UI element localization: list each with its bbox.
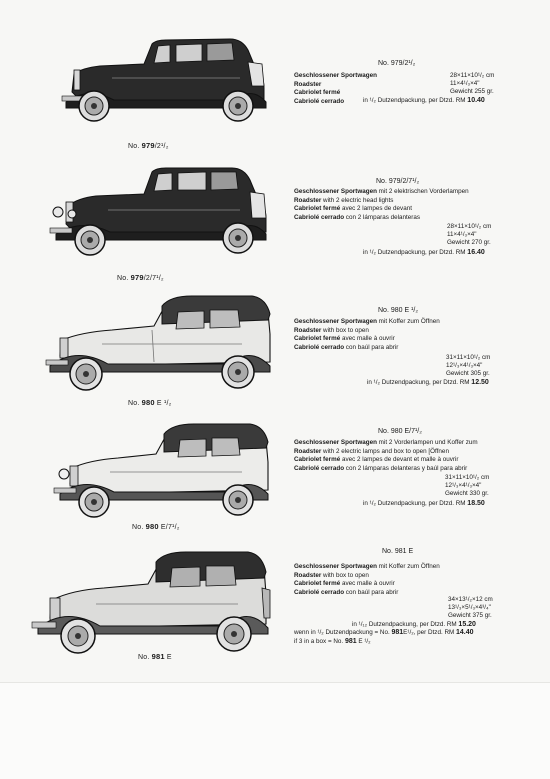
item-number: No. 979/2¹/₂ bbox=[378, 60, 416, 67]
car-illustration-cabriolet-lamps bbox=[50, 420, 272, 522]
item-price: in ¹/₁₂ Dutzendpackung, per Dtzd. RM 15.20 bbox=[352, 621, 476, 628]
item-specs: 31×11×10¹/₂ cm 12¹/₃×4¹/₃×4" Gewicht 305 gr. bbox=[446, 354, 491, 378]
item-description: Geschlossener Sportwagen mit Koffer zum Öffnen Roadster with box to open Cabriolet fermé avec malle à ouvrir Cabriolé cerrado con baúl para abrir bbox=[294, 318, 440, 351]
image-caption: No. 979/2/7¹/₂ bbox=[117, 273, 164, 282]
image-caption: No. 980 E ¹/₂ bbox=[128, 398, 172, 407]
item-price: in ¹/₂ Dutzendpackung, per Dtzd. RM 10.40 bbox=[363, 97, 485, 104]
item-price: in ¹/₂ Dutzendpackung, per Dtzd. RM 12.50 bbox=[367, 379, 489, 386]
item-specs: 31×11×10¹/₂ cm 12¹/₃×4¹/₃×4" Gewicht 330 gr. bbox=[445, 474, 490, 498]
car-illustration-cabriolet bbox=[42, 290, 274, 394]
image-caption: No. 981 E bbox=[138, 652, 172, 661]
item-specs: 28×11×10¹/₂ cm 11×4¹/₃×4" Gewicht 270 gr. bbox=[447, 223, 492, 247]
image-caption: No. 980 E/7¹/₂ bbox=[132, 522, 180, 531]
item-number: No. 980 E/7¹/₂ bbox=[378, 428, 422, 435]
page-bottom-margin bbox=[0, 682, 550, 779]
item-description: Geschlossener Sportwagen mit 2 elektrischen Vorderlampen Roadster with 2 electric head lights Cabriolet fermé avec 2 lampes de devant Cabriolé cerrado con 2 lámparas delanteras bbox=[294, 188, 469, 221]
item-price: in ¹/₂ Dutzendpackung, per Dtzd. RM 18.50 bbox=[363, 500, 485, 507]
item-pack-note: if 3 in a box = No. 981 E ¹/₂ bbox=[294, 638, 371, 645]
item-number: No. 979/2/7¹/₂ bbox=[376, 178, 420, 185]
item-number: No. 981 E bbox=[382, 548, 414, 555]
item-description: Geschlossener Sportwagen Roadster Cabriolet fermé Cabriolé cerrado bbox=[294, 72, 377, 105]
item-price-alt: wenn in ¹/₂ Dutzendpackung = No. 981E¹/₂, per Dtzd. RM 14.40 bbox=[294, 629, 474, 636]
item-description: Geschlossener Sportwagen mit 2 Vorderlampen und Koffer zum Roadster with 2 electric lamps and box to open [Öffnen Cabriolet fermé avec 2 lampes de devant et malle à ouvrir Cabriolé cerrado con 2 lámparas delanteras y baúl para abrir bbox=[294, 439, 478, 472]
car-illustration-sedan-lamps bbox=[44, 160, 269, 262]
car-illustration-large-cabriolet bbox=[30, 548, 272, 658]
image-caption: No. 979/2¹/₂ bbox=[128, 141, 169, 150]
item-description: Geschlossener Sportwagen mit Koffer zum Öffnen Roadster with box to open Cabriolet fermé avec malle à ouvrir Cabriolé cerrado con baúl para abrir bbox=[294, 563, 440, 596]
item-number: No. 980 E ¹/₂ bbox=[378, 307, 419, 314]
item-specs: 34×13¹/₂×12 cm 13¹/₃×5¹/₃×4³/₄" Gewicht 375 gr. bbox=[448, 596, 493, 620]
item-price: in ¹/₂ Dutzendpackung, per Dtzd. RM 16.40 bbox=[363, 249, 485, 256]
car-illustration-sedan-dark bbox=[52, 30, 267, 130]
item-specs: 28×11×10¹/₂ cm 11×4¹/₃×4" Gewicht 255 gr. bbox=[450, 72, 495, 96]
